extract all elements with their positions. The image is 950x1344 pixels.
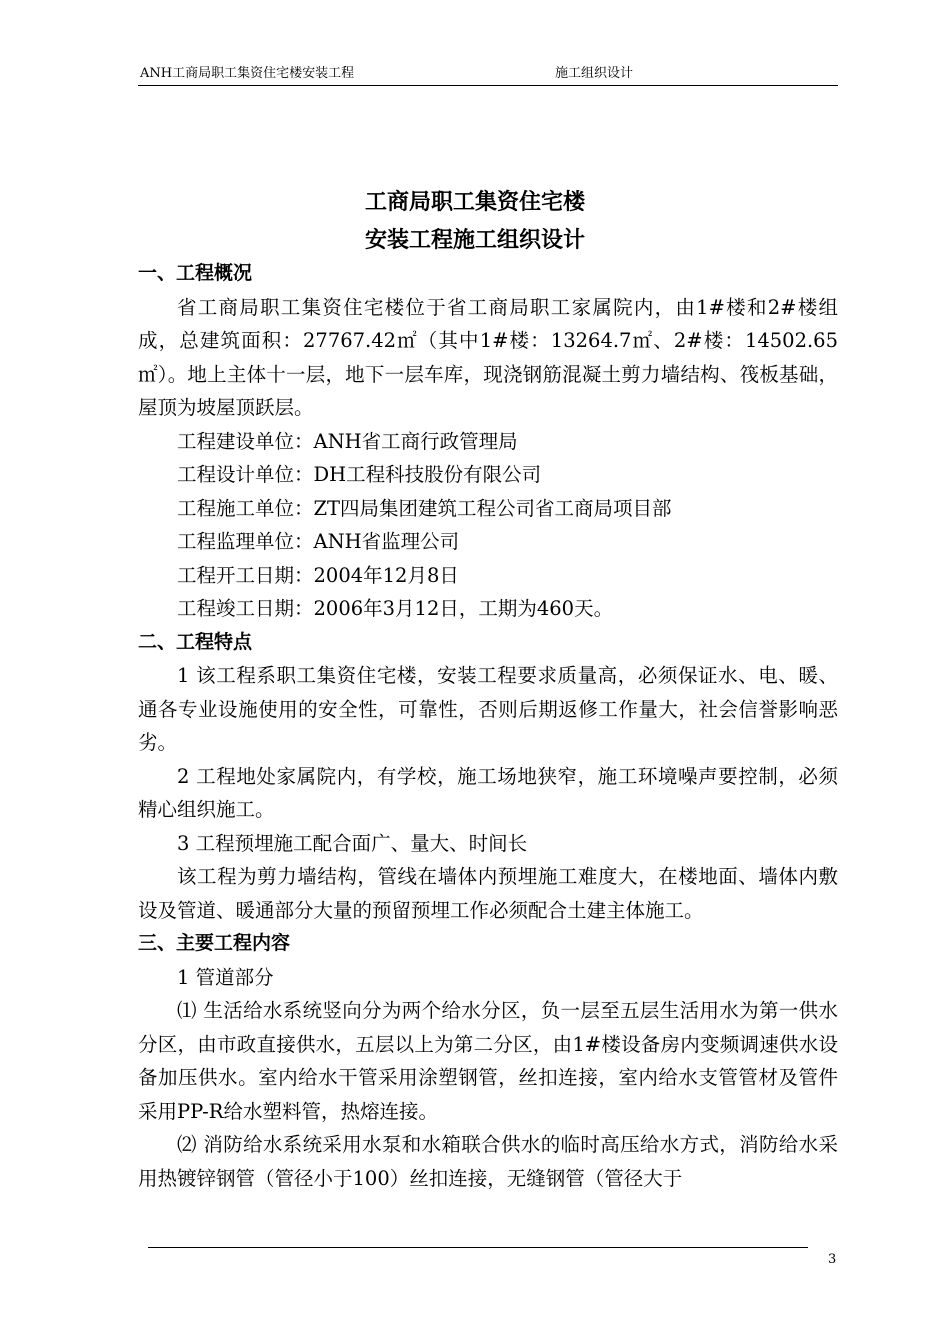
section-3-heading: 三、主要工程内容 xyxy=(138,932,291,954)
document-body xyxy=(138,257,838,1195)
feature-item-1: 1 该工程系职工集资住宅楼，安装工程要求质量高，必须保证水、电、暖、通各专业设施使用的安全性，可靠性，否则后期返修工作量大，社会信誉影响恶劣。 xyxy=(138,664,838,754)
document-title-line-1: 工商局职工集资住宅楼 xyxy=(364,190,585,215)
footer-divider xyxy=(148,1247,808,1248)
feature-item-2: 2 工程地处家属院内，有学校，施工场地狭窄，施工环境噪声要控制，必须精心组织施工。 xyxy=(138,764,838,821)
supervision-unit-line: 工程监理单位：ANH省监理公司 xyxy=(177,530,460,553)
design-unit-line: 工程设计单位：DH工程科技股份有限公司 xyxy=(177,463,542,486)
section-2-heading: 二、工程特点 xyxy=(138,630,253,653)
header-project-name: ANH工商局职工集资住宅楼安装工程 xyxy=(140,66,355,81)
construction-owner-line: 工程建设单位：ANH省工商行政管理局 xyxy=(177,429,518,453)
completion-date-line: 工程竣工日期：2006年3月12日，工期为460天。 xyxy=(177,597,614,620)
feature-item-3-detail: 该工程为剪力墙结构，管线在墙体内预埋施工难度大，在楼地面、墙体内敷设及管道、暖通部分大量的预留预埋工作必须配合土建主体施工。 xyxy=(138,865,838,922)
section-1-overview-paragraph: 省工商局职工集资住宅楼位于省工商局职工家属院内，由1#楼和2#楼组成，总建筑面积：27767.42㎡（其中1#楼：13264.7㎡、2#楼：14502.65㎡）。地上主体十一层，地下一层车库，现浇钢筋混凝土剪力墙结构、筏板基础，屋顶为坡屋顶跃层。 xyxy=(138,295,838,419)
document-title-line-2: 安装工程施工组织设计 xyxy=(364,228,585,253)
piping-subheading: 1 管道部分 xyxy=(177,965,274,989)
section-1-heading: 一、工程概况 xyxy=(138,262,253,284)
contractor-line: 工程施工单位：ZT四局集团建筑工程公司省工商局项目部 xyxy=(177,496,672,520)
feature-item-3: 3 工程预埋施工配合面广、量大、时间长 xyxy=(177,831,528,855)
fire-water-paragraph: ⑵ 消防给水系统采用水泵和水箱联合供水的临时高压给水方式，消防给水采用热镀锌钢管（管径小于100）丝扣连接，无缝钢管（管径大于 xyxy=(138,1133,838,1190)
page-number: 3 xyxy=(828,1252,837,1267)
water-supply-paragraph: ⑴ 生活给水系统竖向分为两个给水分区，负一层至五层生活用水为第一供水分区，由市政直接供水，五层以上为第二分区，由1#楼设备房内变频调速供水设备加压供水。室内给水干管采用涂塑钢管，丝扣连接，室内给水支管管材及管件采用PP-R给水塑料管，热熔连接。 xyxy=(138,999,838,1123)
start-date-line: 工程开工日期：2004年12月8日 xyxy=(177,563,459,587)
header-document-type: 施工组织设计 xyxy=(555,66,634,81)
header-divider xyxy=(138,85,838,86)
